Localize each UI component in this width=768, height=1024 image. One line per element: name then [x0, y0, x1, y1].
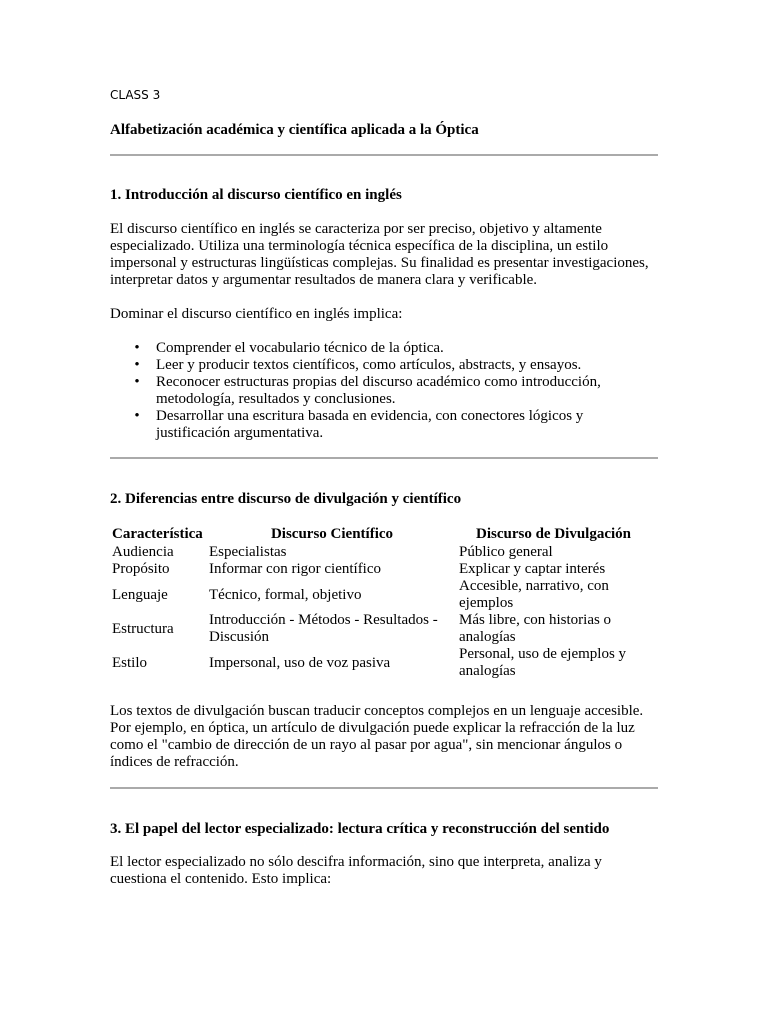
section-1-paragraph: El discurso científico en inglés se caracteriza por ser preciso, objetivo y altamente especializado. Utiliza una terminología técnica específica de la disciplina, un estilo impersonal y estructuras lingüísticas complejas. Su finalidad es presentar investigaciones, interpretar datos y argumentar resultados de manera clara y verificable. [110, 221, 649, 288]
divider [110, 154, 658, 156]
table-header-row [110, 524, 650, 544]
table-row [110, 561, 650, 578]
table-cell: Accesible, narrativo, con ejemplos [459, 578, 609, 611]
class-label: CLASS 3 [110, 88, 161, 102]
bullet-icon: • [134, 408, 140, 424]
divider [110, 787, 658, 789]
table-cell: Introducción - Métodos - Resultados - Discusión [209, 612, 438, 645]
section-1-heading: 1. Introducción al discurso científico en inglés [110, 187, 402, 203]
list-item: • Comprender el vocabulario técnico de la óptica. [156, 340, 658, 357]
table-header-cell: Discurso Científico [270, 525, 394, 542]
table-header-cell: Discurso de Divulgación [475, 525, 631, 542]
table-cell: Lenguaje [112, 586, 168, 603]
document-title: Alfabetización académica y científica aplicada a la Óptica [110, 122, 479, 138]
section-3-paragraph: El lector especializado no sólo descifra información, sino que interpreta, analiza y cuestiona el contenido. Esto implica: [110, 854, 602, 887]
section-1-bullet-list [110, 340, 658, 442]
bullet-icon: • [134, 340, 140, 356]
table-cell: Especialistas [209, 544, 287, 560]
table-cell: Estilo [112, 654, 148, 671]
table-row [110, 612, 650, 646]
table-cell: Propósito [112, 561, 170, 577]
table-header-cell: Característica [112, 525, 203, 542]
table-cell: Personal, uso de ejemplos y analogías [459, 646, 627, 679]
table-cell: Audiencia [112, 544, 174, 560]
table-cell: Informar con rigor científico [209, 561, 382, 577]
table-cell: Estructura [112, 620, 174, 637]
divider [110, 457, 658, 459]
list-item: • Leer y producir textos científicos, como artículos, abstracts, y ensayos. [156, 357, 658, 374]
section-2-paragraph: Los textos de divulgación buscan traducir conceptos complejos en un lenguaje accesible. Por ejemplo, en óptica, un artículo de divulgación puede explicar la refracción de la luz como el "cambio de dirección de un rayo al pasar por agua", sin mencionar ángulos o índices de refracción. [110, 703, 644, 770]
table-row [110, 646, 650, 680]
section-1-lead: Dominar el discurso científico en inglés implica: [110, 306, 403, 322]
section-2-heading: 2. Diferencias entre discurso de divulgación y científico [110, 491, 462, 507]
table-row [110, 544, 650, 561]
comparison-table [110, 524, 650, 680]
section-3-heading: 3. El papel del lector especializado: lectura crítica y reconstrucción del sentido [110, 821, 610, 837]
bullet-icon: • [134, 357, 140, 373]
table-cell: Impersonal, uso de voz pasiva [209, 654, 391, 671]
table-cell: Explicar y captar interés [459, 561, 606, 577]
table-row [110, 578, 650, 612]
list-item: • Desarrollar una escritura basada en evidencia, con conectores lógicos y justificación argumentativa. [156, 408, 658, 442]
list-item: • Reconocer estructuras propias del discurso académico como introducción, metodología, resultados y conclusiones. [156, 374, 658, 408]
table-cell: Técnico, formal, objetivo [209, 586, 362, 603]
bullet-icon: • [134, 374, 140, 390]
table-cell: Más libre, con historias o analogías [459, 612, 612, 645]
table-cell: Público general [459, 544, 553, 560]
